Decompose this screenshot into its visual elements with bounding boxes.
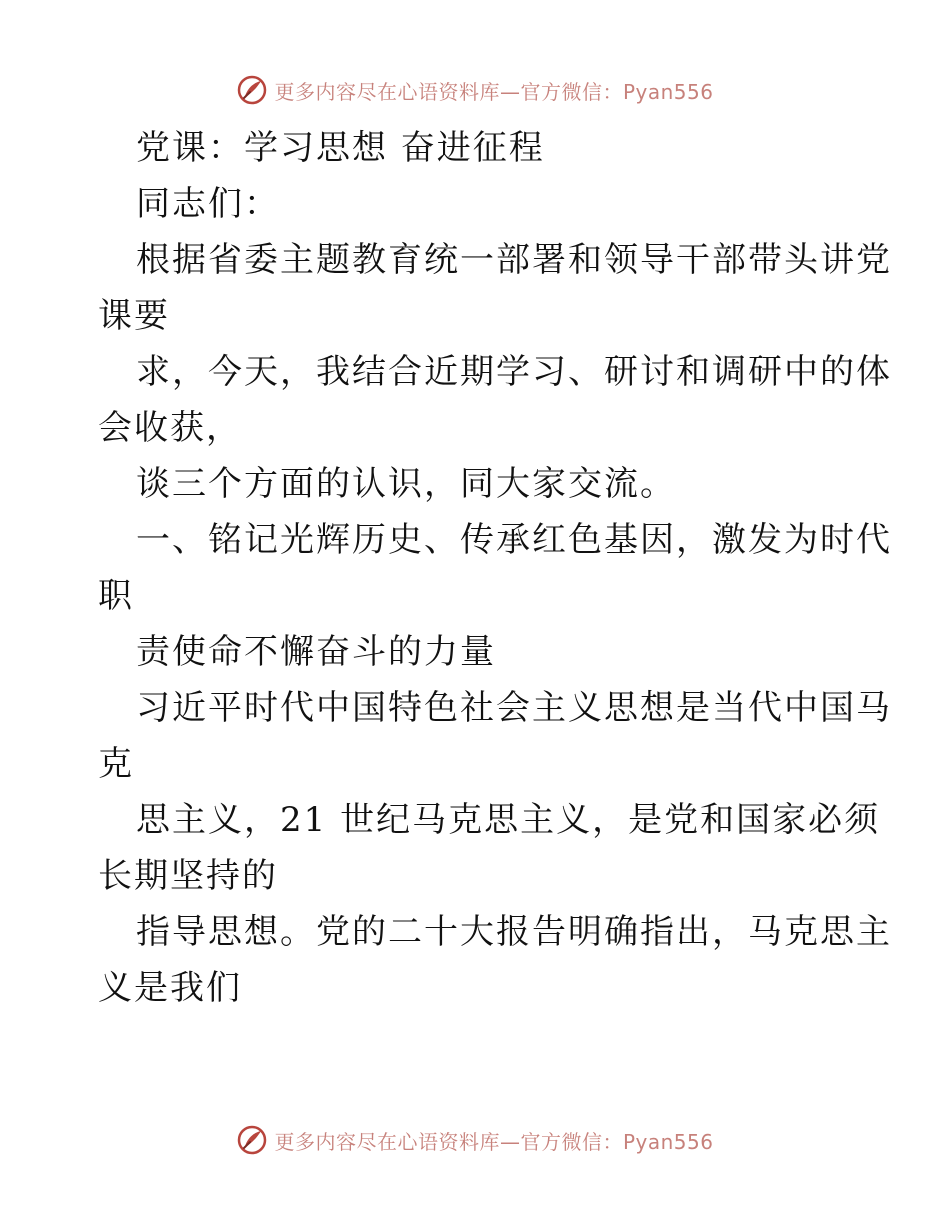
document-body (98, 120, 892, 1016)
paragraph-line: 克 (98, 744, 134, 784)
footer-banner-text: 更多内容尽在心语资料库—官方微信：Pyan556 (274, 1129, 714, 1154)
paragraph-line: 长期坚持的 (98, 856, 278, 896)
document-title: 党课：学习思想 奋进征程 (136, 128, 545, 168)
paragraph-line: 义是我们 (98, 968, 242, 1008)
footer-banner (0, 1120, 950, 1160)
paragraph-line: 根据省委主题教育统一部署和领导干部带头讲党 (136, 240, 892, 280)
paragraph-line: 思主义，21 世纪马克思主义，是党和国家必须 (136, 800, 881, 840)
paragraph-line: 习近平时代中国特色社会主义思想是当代中国马 (136, 688, 892, 728)
paragraph-line: 求，今天，我结合近期学习、研讨和调研中的体 (136, 352, 892, 392)
quill-logo-icon (236, 1124, 268, 1156)
paragraph-line: 谈三个方面的认识，同大家交流。 (136, 464, 676, 504)
salutation: 同志们： (136, 184, 280, 224)
header-banner-text: 更多内容尽在心语资料库—官方微信：Pyan556 (274, 79, 714, 104)
section-heading-line: 职 (98, 576, 134, 616)
paragraph-line: 指导思想。党的二十大报告明确指出，马克思主 (136, 912, 892, 952)
quill-logo-icon (236, 74, 268, 106)
paragraph-line: 会收获， (98, 408, 242, 448)
header-banner (0, 70, 950, 110)
paragraph-line: 课要 (98, 296, 170, 336)
section-heading-line: 责使命不懈奋斗的力量 (136, 632, 496, 672)
section-heading-line: 一、铭记光辉历史、传承红色基因，激发为时代 (136, 520, 892, 560)
